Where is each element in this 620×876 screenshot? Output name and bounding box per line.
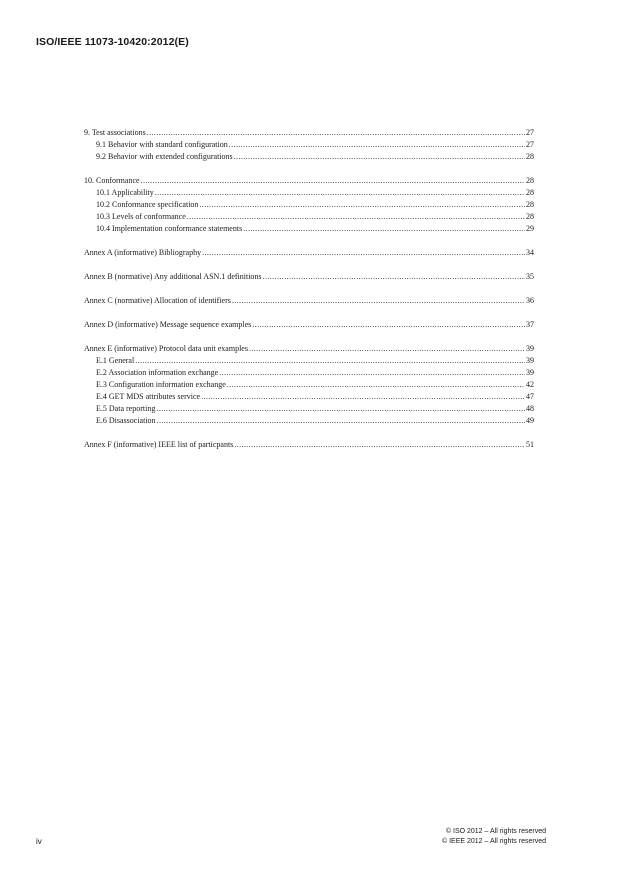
toc-page-number: 37 (526, 320, 534, 329)
toc-subentry[interactable] (84, 199, 534, 211)
dot-leader (199, 199, 525, 211)
toc-page-number: 48 (526, 404, 534, 413)
toc-page-number: 28 (526, 188, 534, 197)
toc-subentry[interactable] (84, 211, 534, 223)
dot-leader (157, 415, 525, 427)
dot-leader (227, 379, 525, 391)
toc-page-number: 28 (526, 152, 534, 161)
toc-entry-title: E.6 Disassociation (96, 416, 156, 425)
copyright-notice (442, 827, 546, 847)
dot-leader (252, 319, 525, 331)
document-header: ISO/IEEE 11073-10420:2012(E) (36, 36, 189, 48)
toc-entry-title: Annex E (informative) Protocol data unit examples (84, 344, 248, 353)
toc-subentry[interactable] (84, 151, 534, 163)
toc-group (84, 295, 534, 307)
toc-entry-title: Annex F (informative) IEEE list of particpants (84, 440, 234, 449)
toc-page-number: 29 (526, 224, 534, 233)
toc-subentry[interactable] (84, 379, 534, 391)
dot-leader (141, 175, 525, 187)
toc-entry-title: 10.3 Levels of conformance (96, 212, 186, 221)
toc-page-number: 47 (526, 392, 534, 401)
toc-entry-title: E.1 General (96, 356, 135, 365)
toc-entry[interactable] (84, 295, 534, 307)
toc-page-number: 28 (526, 212, 534, 221)
toc-page-number: 35 (526, 272, 534, 281)
toc-entry-title: Annex D (informative) Message sequence examples (84, 320, 252, 329)
toc-group (84, 175, 534, 235)
toc-subentry[interactable] (84, 139, 534, 151)
toc-page-number: 51 (526, 440, 534, 449)
toc-group (84, 127, 534, 163)
toc-entry-title: 10.4 Implementation conformance statements (96, 224, 243, 233)
toc-subentry[interactable] (84, 403, 534, 415)
toc-entry-title: Annex C (normative) Allocation of identifiers (84, 296, 231, 305)
toc-entry[interactable] (84, 175, 534, 187)
dot-leader (234, 439, 525, 451)
dot-leader (219, 367, 525, 379)
toc-entry[interactable] (84, 127, 534, 139)
dot-leader (243, 223, 525, 235)
toc-entry[interactable] (84, 319, 534, 331)
table-of-contents (84, 127, 534, 463)
dot-leader (135, 355, 525, 367)
toc-page-number: 39 (526, 344, 534, 353)
toc-entry-title: E.3 Configuration information exchange (96, 380, 226, 389)
toc-subentry[interactable] (84, 415, 534, 427)
toc-page-number: 39 (526, 356, 534, 365)
toc-group (84, 271, 534, 283)
toc-subentry[interactable] (84, 223, 534, 235)
dot-leader (155, 187, 525, 199)
dot-leader (232, 295, 525, 307)
toc-subentry[interactable] (84, 367, 534, 379)
dot-leader (201, 391, 525, 403)
toc-entry-title: 10. Conformance (84, 176, 140, 185)
toc-subentry[interactable] (84, 355, 534, 367)
toc-entry[interactable] (84, 439, 534, 451)
toc-page-number: 27 (526, 128, 534, 137)
toc-group (84, 343, 534, 427)
dot-leader (263, 271, 525, 283)
toc-entry-title: 9.1 Behavior with standard configuration (96, 140, 228, 149)
copyright-iso: © ISO 2012 – All rights reserved (445, 828, 546, 835)
toc-entry-title: E.4 GET MDS attributes service (96, 392, 201, 401)
toc-page-number: 28 (526, 200, 534, 209)
dot-leader (187, 211, 525, 223)
toc-page-number: 39 (526, 368, 534, 377)
toc-entry-title: 10.2 Conformance specification (96, 200, 199, 209)
toc-entry-title: 9. Test associations (84, 128, 146, 137)
toc-page-number: 42 (526, 380, 534, 389)
toc-entry[interactable] (84, 271, 534, 283)
toc-entry-title: 9.2 Behavior with extended configurations (96, 152, 233, 161)
toc-group (84, 319, 534, 331)
toc-page-number: 27 (526, 140, 534, 149)
toc-entry-title: Annex A (informative) Bibliography (84, 248, 202, 257)
toc-entry[interactable] (84, 343, 534, 355)
toc-entry-title: E.2 Association information exchange (96, 368, 219, 377)
dot-leader (202, 247, 525, 259)
dot-leader (147, 127, 525, 139)
dot-leader (249, 343, 525, 355)
toc-entry-title: 10.1 Applicability (96, 188, 154, 197)
toc-subentry[interactable] (84, 187, 534, 199)
toc-entry-title: Annex B (normative) Any additional ASN.1 definitions (84, 272, 262, 281)
copyright-ieee: © IEEE 2012 – All rights reserved (442, 838, 546, 845)
toc-entry-title: E.5 Data reporting (96, 404, 156, 413)
toc-page-number: 36 (526, 296, 534, 305)
toc-group (84, 439, 534, 451)
toc-group (84, 247, 534, 259)
toc-page-number: 34 (526, 248, 534, 257)
page-number: iv (36, 837, 42, 846)
dot-leader (229, 139, 525, 151)
dot-leader (234, 151, 525, 163)
toc-page-number: 49 (526, 416, 534, 425)
dot-leader (156, 403, 525, 415)
toc-page-number: 28 (526, 176, 534, 185)
toc-entry[interactable] (84, 247, 534, 259)
toc-subentry[interactable] (84, 391, 534, 403)
